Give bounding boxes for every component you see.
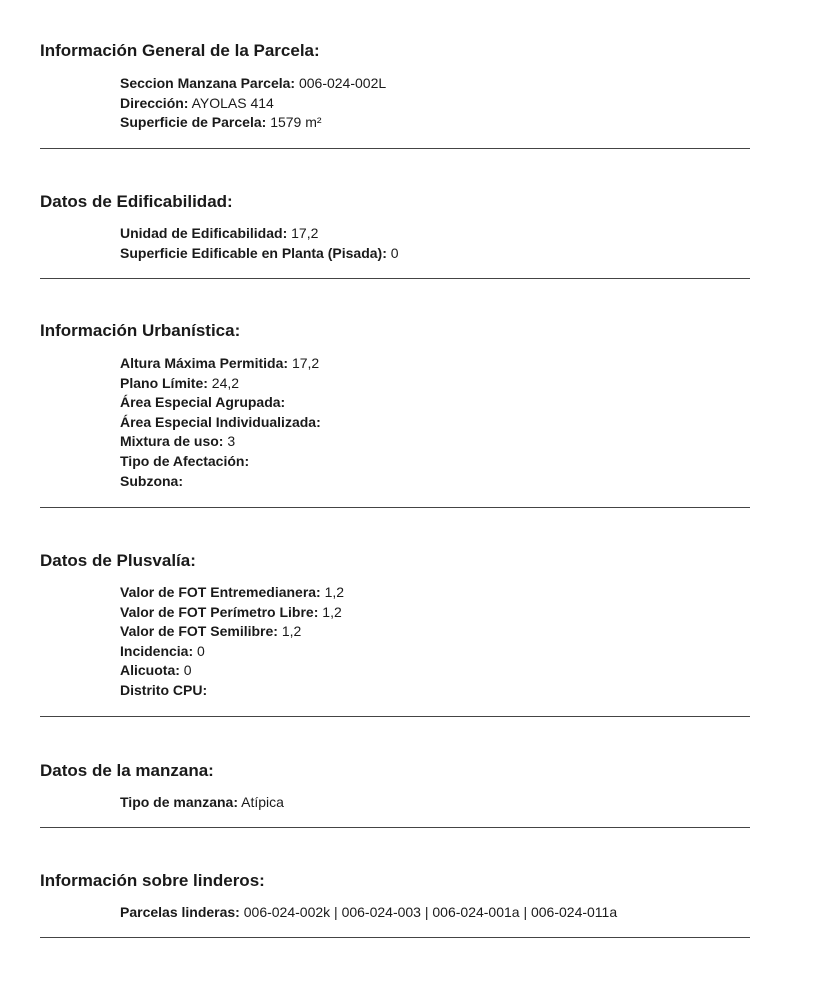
section-title: Datos de Edificabilidad: [40,192,233,211]
field-label: Dirección: [120,94,189,111]
field-subzona [120,472,321,492]
field-value: 1,2 [281,623,302,640]
field-value: 1,2 [322,603,342,620]
field-label: Parcelas linderas: [120,904,240,920]
field-list [120,583,344,701]
field-value: 006-024-002L [298,75,387,91]
field-value: 0 [197,642,205,659]
field-parcelas-linderas [120,903,617,923]
section-title: Datos de Plusvalía: [40,551,196,570]
field-superficie-edificable [120,244,399,264]
field-list [120,74,386,133]
field-label: Seccion Manzana Parcela: [120,75,296,91]
field-label: Superficie de Parcela: [120,114,267,131]
section-divider [40,937,750,938]
section-divider [40,148,750,149]
field-value: 0 [183,662,192,679]
field-label: Valor de FOT Semilibre: [120,623,278,640]
field-label: Mixtura de uso: [120,433,224,450]
field-tipo-de-afectacion [120,452,321,472]
section-divider [40,507,750,508]
field-value: Atípica [241,794,284,810]
field-value: AYOLAS 414 [191,94,274,111]
section-divider [40,716,750,717]
field-value: 1579 m² [270,114,322,131]
field-value: 006-024-002k | 006-024-003 | 006-024-001a | 006-024-011a [243,904,618,920]
field-unidad-de-edificabilidad [120,224,399,244]
field-value: 17,2 [291,225,319,241]
field-seccion-manzana-parcela [120,74,386,94]
field-list [120,793,284,813]
section-title: Información sobre linderos: [40,871,265,890]
field-superficie-de-parcela [120,113,386,133]
field-distrito-cpu [120,681,344,701]
field-label: Tipo de manzana: [120,794,238,810]
section-divider [40,827,750,828]
field-value: 17,2 [291,355,320,371]
field-label: Alicuota: [120,662,180,679]
section-title: Información General de la Parcela: [40,41,320,60]
field-list [120,903,617,923]
field-label: Valor de FOT Entremedianera: [120,584,321,600]
field-label: Altura Máxima Permitida: [120,355,289,371]
field-label: Incidencia: [120,642,194,659]
field-altura-maxima-permitida [120,354,321,374]
field-value: 1,2 [324,584,345,600]
field-value: 3 [227,433,236,450]
section-divider [40,278,750,279]
section-title: Información Urbanística: [40,321,241,340]
field-label: Área Especial Individualizada: [120,413,321,430]
field-label: Distrito CPU: [120,681,208,698]
field-direccion [120,94,386,114]
field-label: Tipo de Afectación: [120,452,250,469]
field-label: Unidad de Edificabilidad: [120,225,288,241]
field-area-especial-individualizada [120,413,321,433]
field-list [120,224,399,263]
field-list [120,354,321,491]
field-tipo-de-manzana [120,793,284,813]
field-fot-perimetro-libre [120,603,344,623]
field-value: 0 [390,244,399,261]
field-label: Plano Límite: [120,374,208,391]
field-label: Subzona: [120,472,183,489]
field-plano-limite [120,374,321,394]
field-alicuota [120,661,344,681]
field-incidencia [120,642,344,662]
field-mixtura-de-uso [120,432,321,452]
field-fot-semilibre [120,622,344,642]
field-fot-entremedianera [120,583,344,603]
section-title: Datos de la manzana: [40,761,214,780]
field-area-especial-agrupada [120,393,321,413]
field-label: Superficie Edificable en Planta (Pisada): [120,244,387,261]
field-label: Valor de FOT Perímetro Libre: [120,603,319,620]
field-value: 24,2 [211,374,240,391]
field-label: Área Especial Agrupada: [120,394,286,411]
